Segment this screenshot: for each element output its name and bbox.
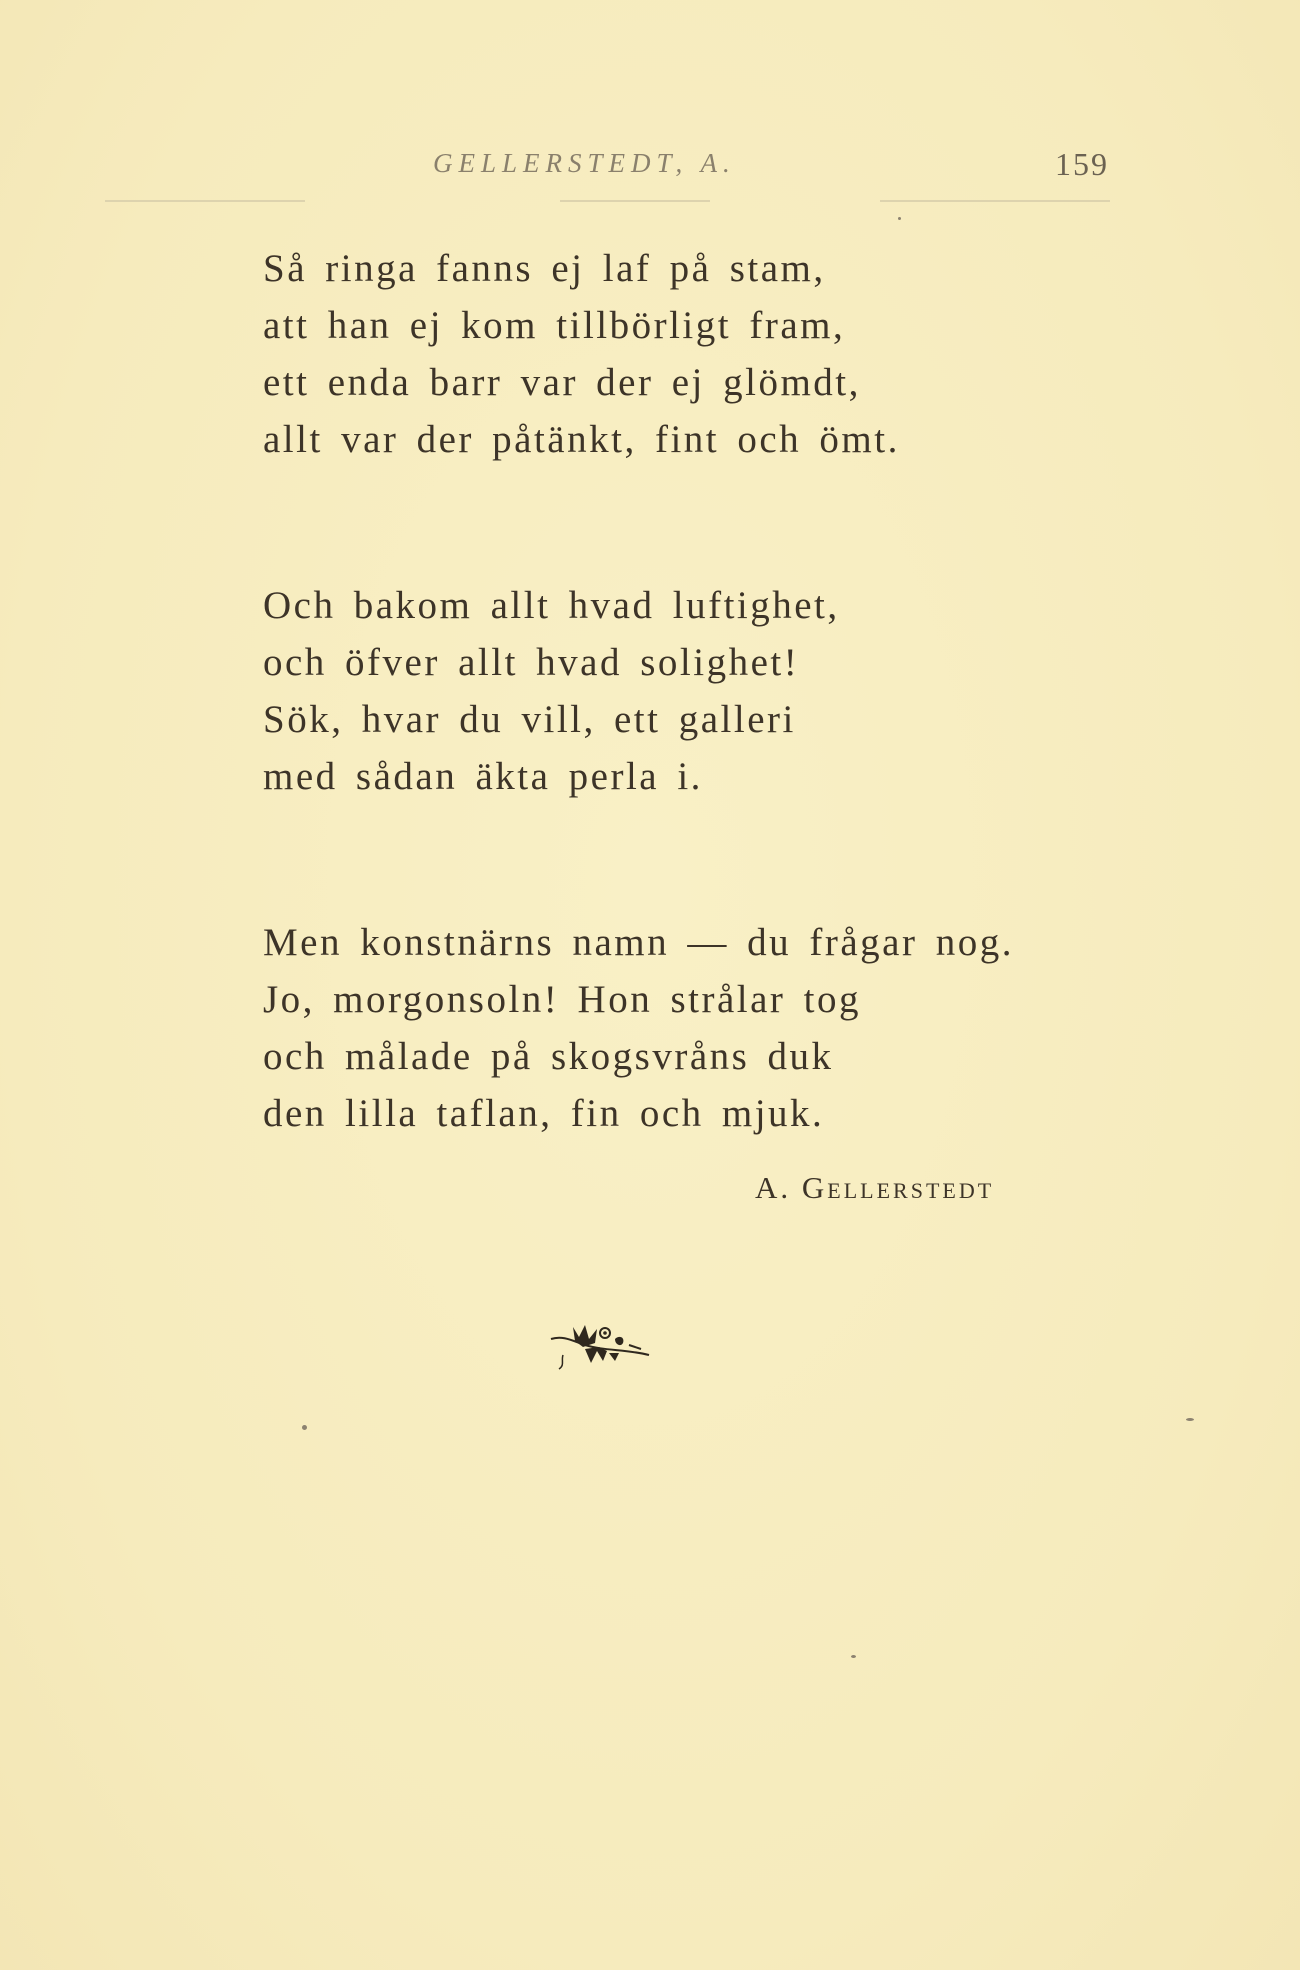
poem-line: och målade på skogsvråns duk bbox=[263, 1035, 834, 1078]
poem-line: Så ringa fanns ej laf på stam, bbox=[263, 247, 826, 290]
poem-line: och öfver allt hvad solighet! bbox=[263, 641, 800, 684]
header-rule-left bbox=[105, 200, 305, 202]
poem-line: Och bakom allt hvad luftighet, bbox=[263, 584, 840, 627]
poem-line: att han ej kom tillbörligt fram, bbox=[263, 304, 846, 347]
header-rule-right bbox=[880, 200, 1110, 202]
poem-line: Men konstnärns namn — du frågar nog. bbox=[263, 921, 1014, 964]
poem-line: med sådan äkta perla i. bbox=[263, 755, 703, 798]
poem-line: Sök, hvar du vill, ett galleri bbox=[263, 698, 796, 741]
author-signature: A. Gellerstedt bbox=[755, 1170, 995, 1205]
poem-line: den lilla taflan, fin och mjuk. bbox=[263, 1092, 825, 1135]
paper-speck bbox=[851, 1655, 856, 1658]
stanza-1 bbox=[263, 240, 900, 468]
paper-speck bbox=[1186, 1418, 1194, 1421]
stanza-3 bbox=[263, 914, 1014, 1142]
header-rule-middle bbox=[560, 200, 710, 202]
stanza-2 bbox=[263, 577, 840, 805]
poem-line: Jo, morgonsoln! Hon strålar tog bbox=[263, 978, 861, 1021]
page-number: 159 bbox=[1055, 146, 1109, 182]
poem-line: ett enda barr var der ej glömdt, bbox=[263, 361, 861, 404]
running-head: GELLERSTEDT, A. bbox=[433, 148, 736, 178]
floral-vignette-icon bbox=[545, 1315, 655, 1375]
paper-speck bbox=[898, 217, 901, 220]
paper-speck bbox=[302, 1425, 307, 1430]
poem-line: allt var der påtänkt, fint och ömt. bbox=[263, 418, 900, 461]
